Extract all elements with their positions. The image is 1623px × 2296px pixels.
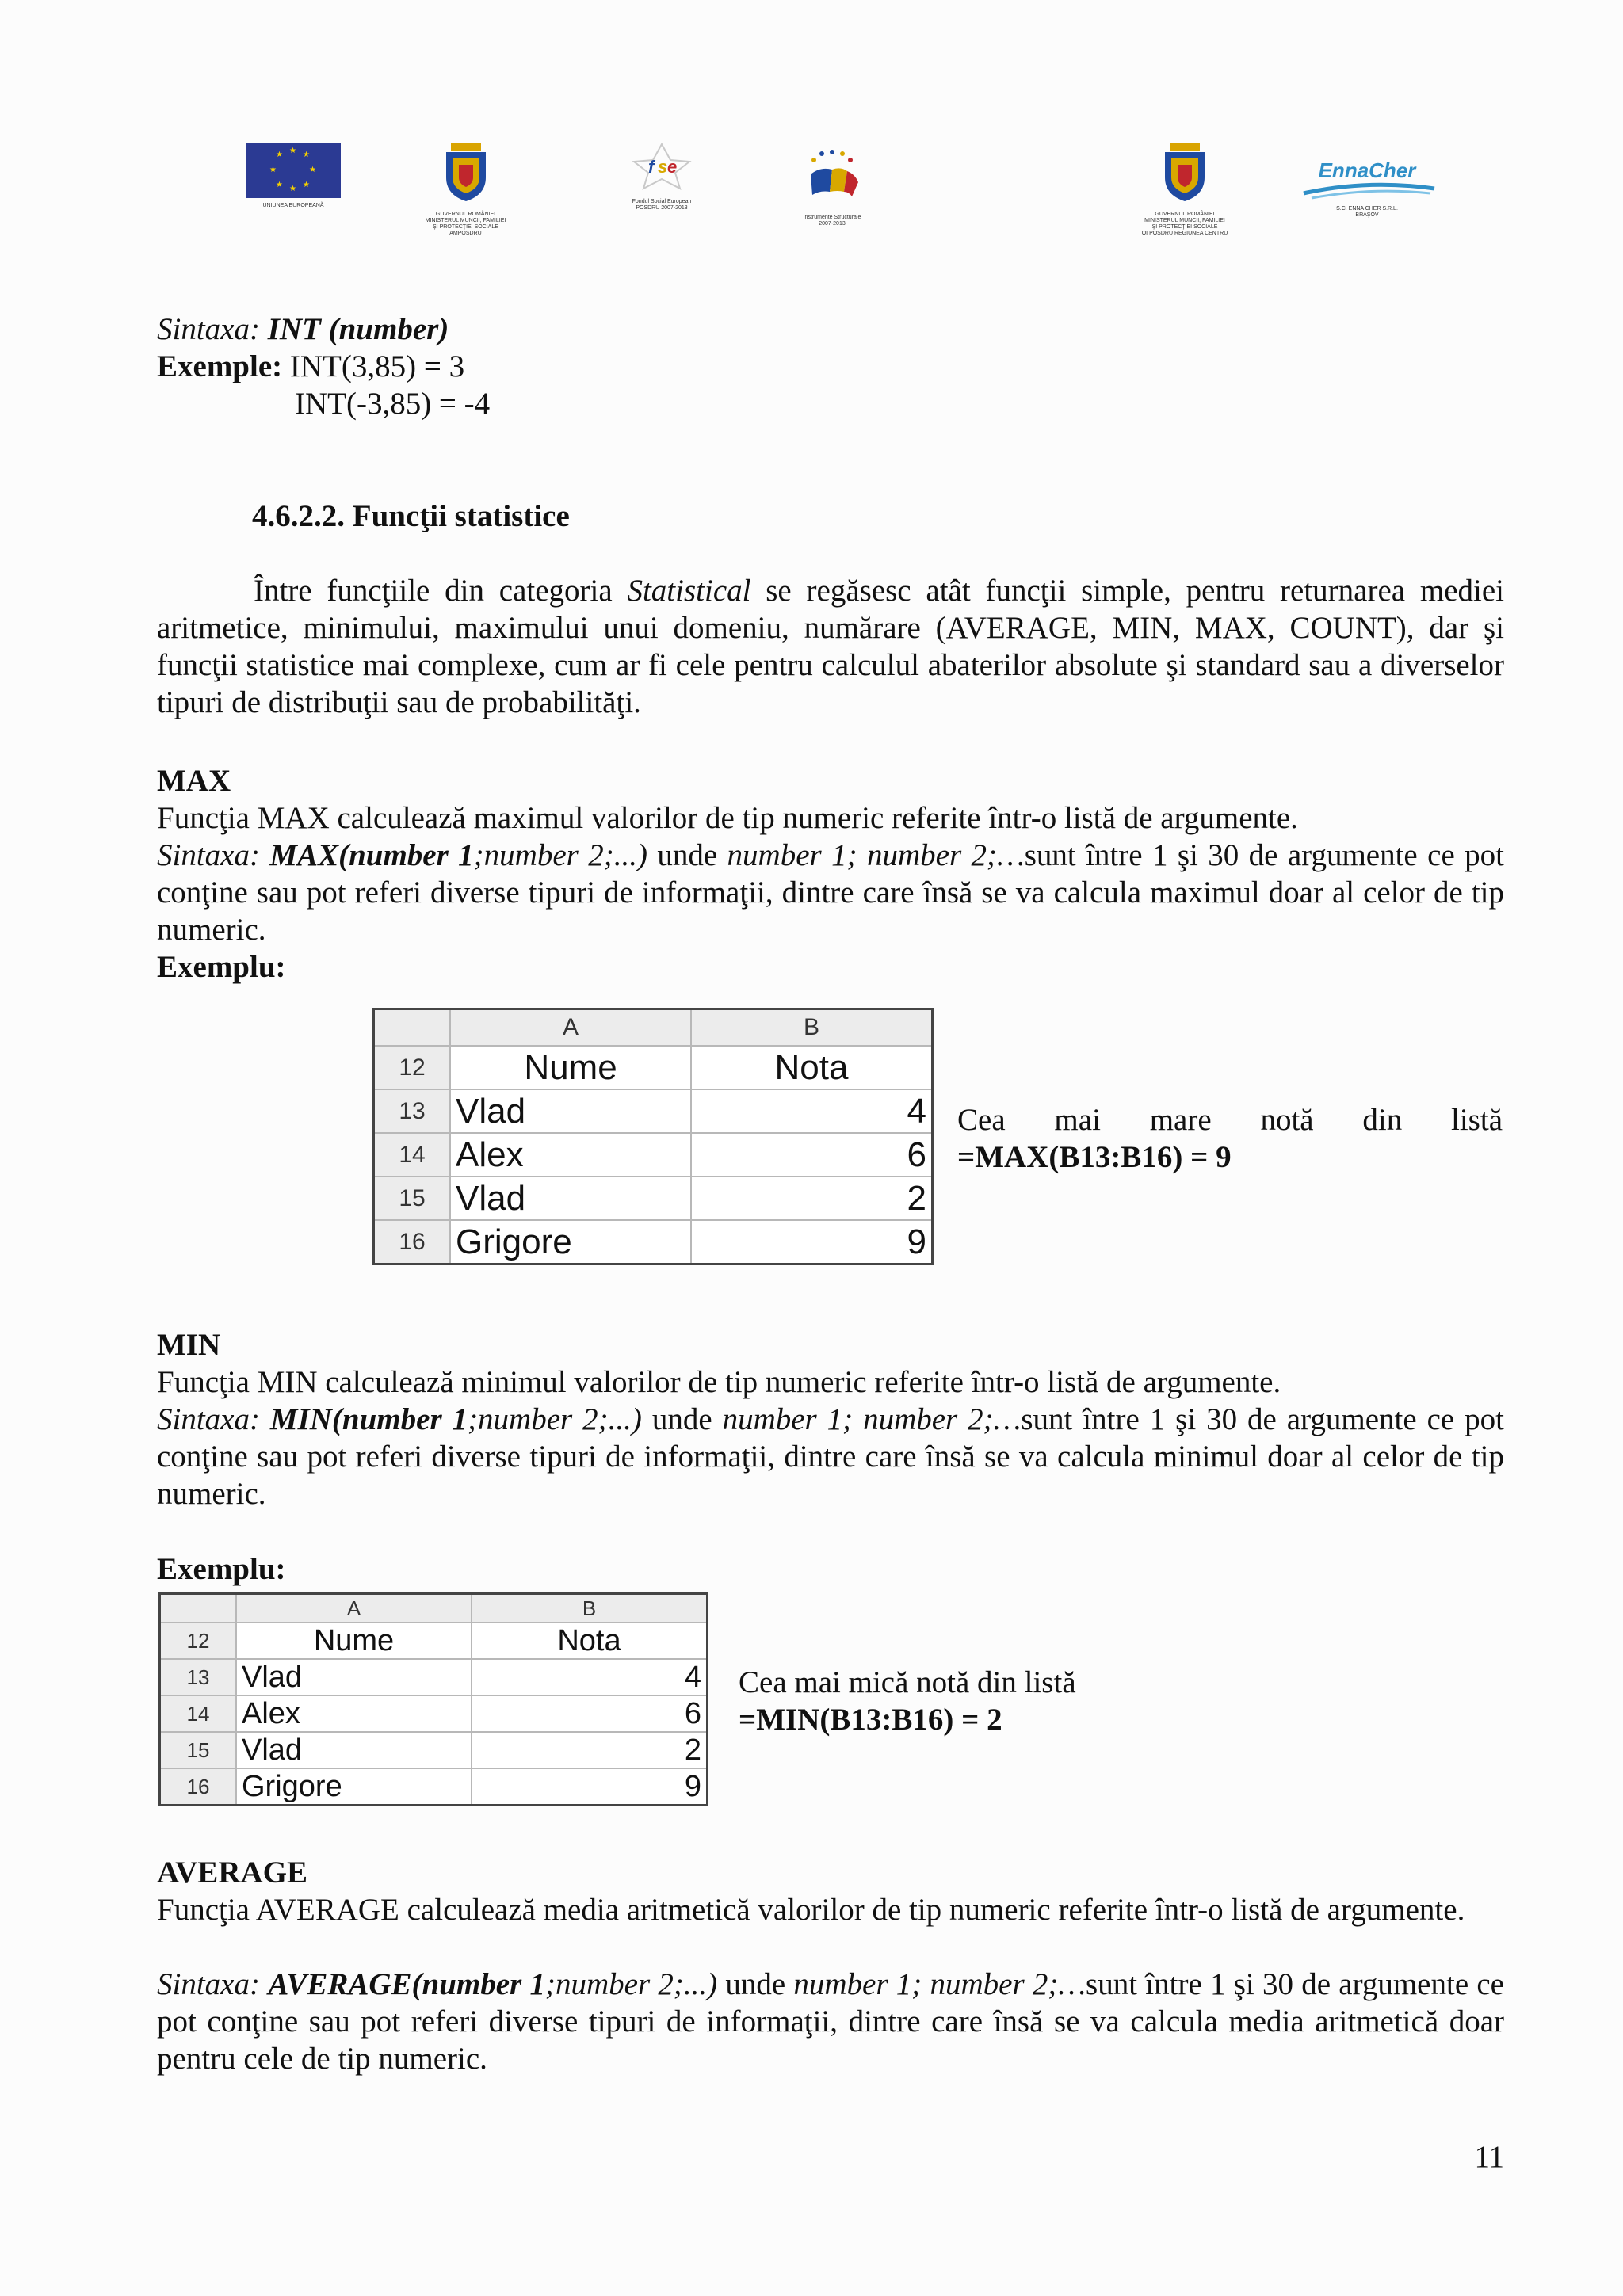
min-side-text: Cea mai mică notă din listă (739, 1665, 1076, 1699)
ennacher-wordmark (1296, 158, 1438, 198)
cell-name-header: Nume (236, 1623, 472, 1659)
cell-name: Vlad (236, 1732, 472, 1768)
svg-text:f: f (648, 157, 655, 177)
eu-flag-logo (238, 143, 349, 209)
eu-flag-icon: ★ ★ ★ ★ ★ ★ ★ ★ (246, 143, 341, 198)
max-formula: =MAX(B13:B16) = 9 (957, 1140, 1232, 1174)
int-example-line-2: INT(-3,85) = -4 (295, 387, 491, 421)
header-logos (0, 143, 1623, 254)
svg-text:e: e (667, 157, 678, 177)
cell-value-header: Nota (691, 1046, 933, 1089)
row-header: 14 (160, 1695, 237, 1732)
average-syntax: Sintaxa: AVERAGE(number 1;number 2;...) unde number 1; number 2;…sunt între 1 şi 30 de argumente ce pot conţine sau pot referi diverse tipuri de informaţii, dintre care însă se va calcula media aritmetică doar pentru cele de tip numeric. (157, 1967, 1504, 2076)
cell-value: 4 (691, 1089, 933, 1133)
row-header: 13 (374, 1089, 451, 1133)
cell-name: Grigore (450, 1220, 691, 1264)
intro-paragraph: Între funcţiile din categoria Statistical se regăsesc atât funcţii simple, pentru returnarea mediei aritmetice, minimului, maximului unui domeniu, numărare (AVERAGE, MIN, MAX, COUNT), dar şi funcţii statistice mai complexe, cum ar fi cele pentru calculul abaterilor absolute şi standard sau a diverselor tipuri de distribuţii sau de probabilităţi. (157, 574, 1504, 719)
min-example-spreadsheet (158, 1592, 708, 1806)
cell-value: 2 (691, 1177, 933, 1220)
coat-of-arms-icon (1160, 143, 1209, 203)
table-row (374, 1220, 933, 1264)
row-header: 16 (374, 1220, 451, 1264)
coat-of-arms-icon (441, 143, 491, 203)
min-description: Funcţia MIN calculează minimul valorilor de tip numeric referite într-o listă de argumente. (157, 1365, 1281, 1399)
cell-name: Vlad (236, 1659, 472, 1695)
ennacher-logo (1288, 143, 1446, 219)
table-row (160, 1623, 708, 1659)
cell-value: 6 (691, 1133, 933, 1177)
column-header-b: B (691, 1009, 933, 1047)
cell-value-header: Nota (472, 1623, 708, 1659)
average-title: AVERAGE (157, 1855, 307, 1890)
svg-text:s: s (658, 157, 668, 177)
logo-caption: S.C. ENNA CHER S.R.L. BRAŞOV (1336, 206, 1398, 218)
page-number: 11 (1474, 2140, 1504, 2174)
swoosh-icon (1296, 182, 1438, 200)
structural-instruments-logo (773, 143, 892, 227)
row-header: 15 (374, 1177, 451, 1220)
logo-caption: GUVERNUL ROMÂNIEI MINISTERUL MUNCII, FAMILIEI ŞI PROTECŢIEI SOCIALE OI POSDRU REGIUNEA CENTRU (1141, 212, 1228, 236)
sheet-corner (374, 1009, 451, 1047)
int-syntax-line: Sintaxa: INT (number) (157, 312, 449, 346)
sheet-corner (160, 1594, 237, 1623)
max-description: Funcţia MAX calculează maximul valorilor de tip numeric referite într-o listă de argumente. (157, 801, 1298, 835)
cell-value: 4 (472, 1659, 708, 1695)
row-header: 12 (374, 1046, 451, 1089)
cell-name: Alex (450, 1133, 691, 1177)
table-row (160, 1659, 708, 1695)
max-side-text: Cea mai mare notă din listă (957, 1103, 1503, 1137)
cell-name: Vlad (450, 1177, 691, 1220)
logo-caption: GUVERNUL ROMÂNIEI MINISTERUL MUNCII, FAMILIEI ŞI PROTECŢIEI SOCIALE AMPOSDRU (425, 212, 506, 236)
min-example-label: Exemplu: (157, 1552, 286, 1586)
cell-name: Grigore (236, 1768, 472, 1806)
column-header-a: A (450, 1009, 691, 1047)
logo-caption: Instrumente Structurale 2007-2013 (803, 215, 861, 227)
min-title: MIN (157, 1328, 221, 1362)
table-row (374, 1133, 933, 1177)
cell-name: Vlad (450, 1089, 691, 1133)
table-row (160, 1768, 708, 1806)
cell-value: 9 (691, 1220, 933, 1264)
cell-value: 6 (472, 1695, 708, 1732)
cell-name-header: Nume (450, 1046, 691, 1089)
column-header-a: A (236, 1594, 472, 1623)
fse-logo (606, 143, 717, 212)
column-header-b: B (472, 1594, 708, 1623)
row-header: 14 (374, 1133, 451, 1177)
max-example-spreadsheet (372, 1008, 934, 1265)
max-syntax: Sintaxa: MAX(number 1;number 2;...) unde number 1; number 2;…sunt între 1 şi 30 de argumente ce pot conţine sau pot referi diverse tipuri de informaţii, dintre care însă se va calcula maximul doar al celor de tip numeric. (157, 838, 1504, 947)
table-row (374, 1046, 933, 1089)
fse-icon (618, 143, 705, 190)
max-example-label: Exemplu: (157, 950, 286, 984)
logo-caption: Fondul Social European POSDRU 2007-2013 (632, 199, 692, 211)
row-header: 15 (160, 1732, 237, 1768)
cell-value: 9 (472, 1768, 708, 1806)
table-row (160, 1695, 708, 1732)
max-title: MAX (157, 764, 231, 798)
cell-value: 2 (472, 1732, 708, 1768)
min-formula: =MIN(B13:B16) = 2 (739, 1703, 1002, 1737)
int-example-line-1: Exemple: INT(3,85) = 3 (157, 349, 465, 383)
section-heading: 4.6.2.2. Funcţii statistice (252, 499, 570, 533)
row-header: 13 (160, 1659, 237, 1695)
ennacher-text: EnnaCher (1318, 158, 1416, 182)
average-description: Funcţia AVERAGE calculează media aritmetică valorilor de tip numeric referite într-o listă de argumente. (157, 1893, 1465, 1927)
table-row (374, 1177, 933, 1220)
min-syntax: Sintaxa: MIN(number 1;number 2;...) unde number 1; number 2;…sunt între 1 şi 30 de argumente ce pot conţine sau pot referi diverse tipuri de informaţii, dintre care însă se va calcula minimul doar al celor de tip numeric. (157, 1402, 1504, 1511)
table-row (374, 1089, 933, 1133)
structural-instruments-icon (789, 143, 876, 206)
cell-name: Alex (236, 1695, 472, 1732)
row-header: 16 (160, 1768, 237, 1806)
row-header: 12 (160, 1623, 237, 1659)
table-row (160, 1732, 708, 1768)
government-coat-of-arms-logo (396, 143, 535, 237)
government-coat-of-arms-logo-2 (1109, 143, 1260, 237)
logo-caption: UNIUNEA EUROPEANĂ (262, 203, 324, 208)
